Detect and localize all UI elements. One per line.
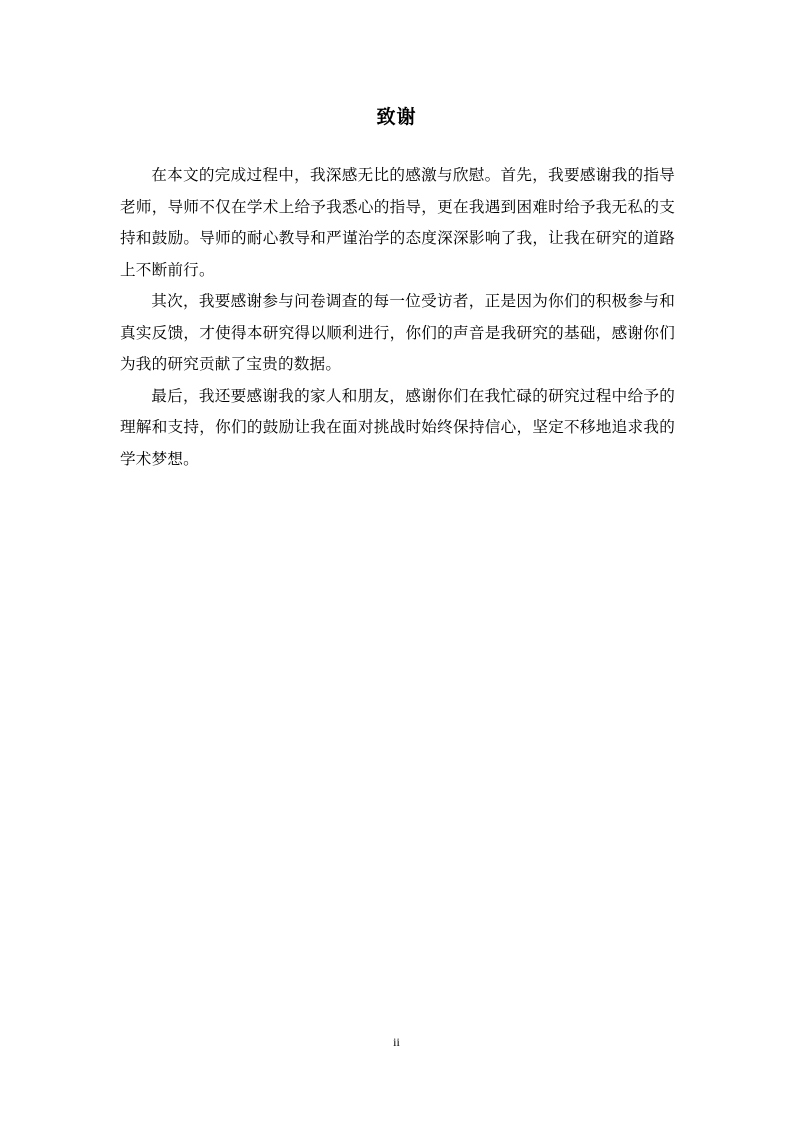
paragraph-thanks-advisor: 在本文的完成过程中，我深感无比的感激与欣慰。首先，我要感谢我的指导老师，导师不仅在学术上给予我悉心的指导，更在我遇到困难时给予我无私的支持和鼓励。导师的耐心教导和严谨治学的态度深深影响了我，让我在研究的道路上不断前行。: [120, 166, 675, 279]
paragraph-thanks-respondents: 其次，我要感谢参与问卷调查的每一位受访者，正是因为你们的积极参与和真实反馈，才使得本研究得以顺利进行，你们的声音是我研究的基础，感谢你们为我的研究贡献了宝贵的数据。: [120, 292, 675, 373]
page-title: 致谢: [376, 106, 417, 128]
acknowledgement-body: [120, 160, 675, 475]
paragraph-thanks-family: 最后，我还要感谢我的家人和朋友，感谢你们在我忙碌的研究过程中给予的理解和支持，你们的鼓励让我在面对挑战时始终保持信心，坚定不移地追求我的学术梦想。: [120, 386, 675, 468]
page-number: ii: [393, 1035, 400, 1049]
